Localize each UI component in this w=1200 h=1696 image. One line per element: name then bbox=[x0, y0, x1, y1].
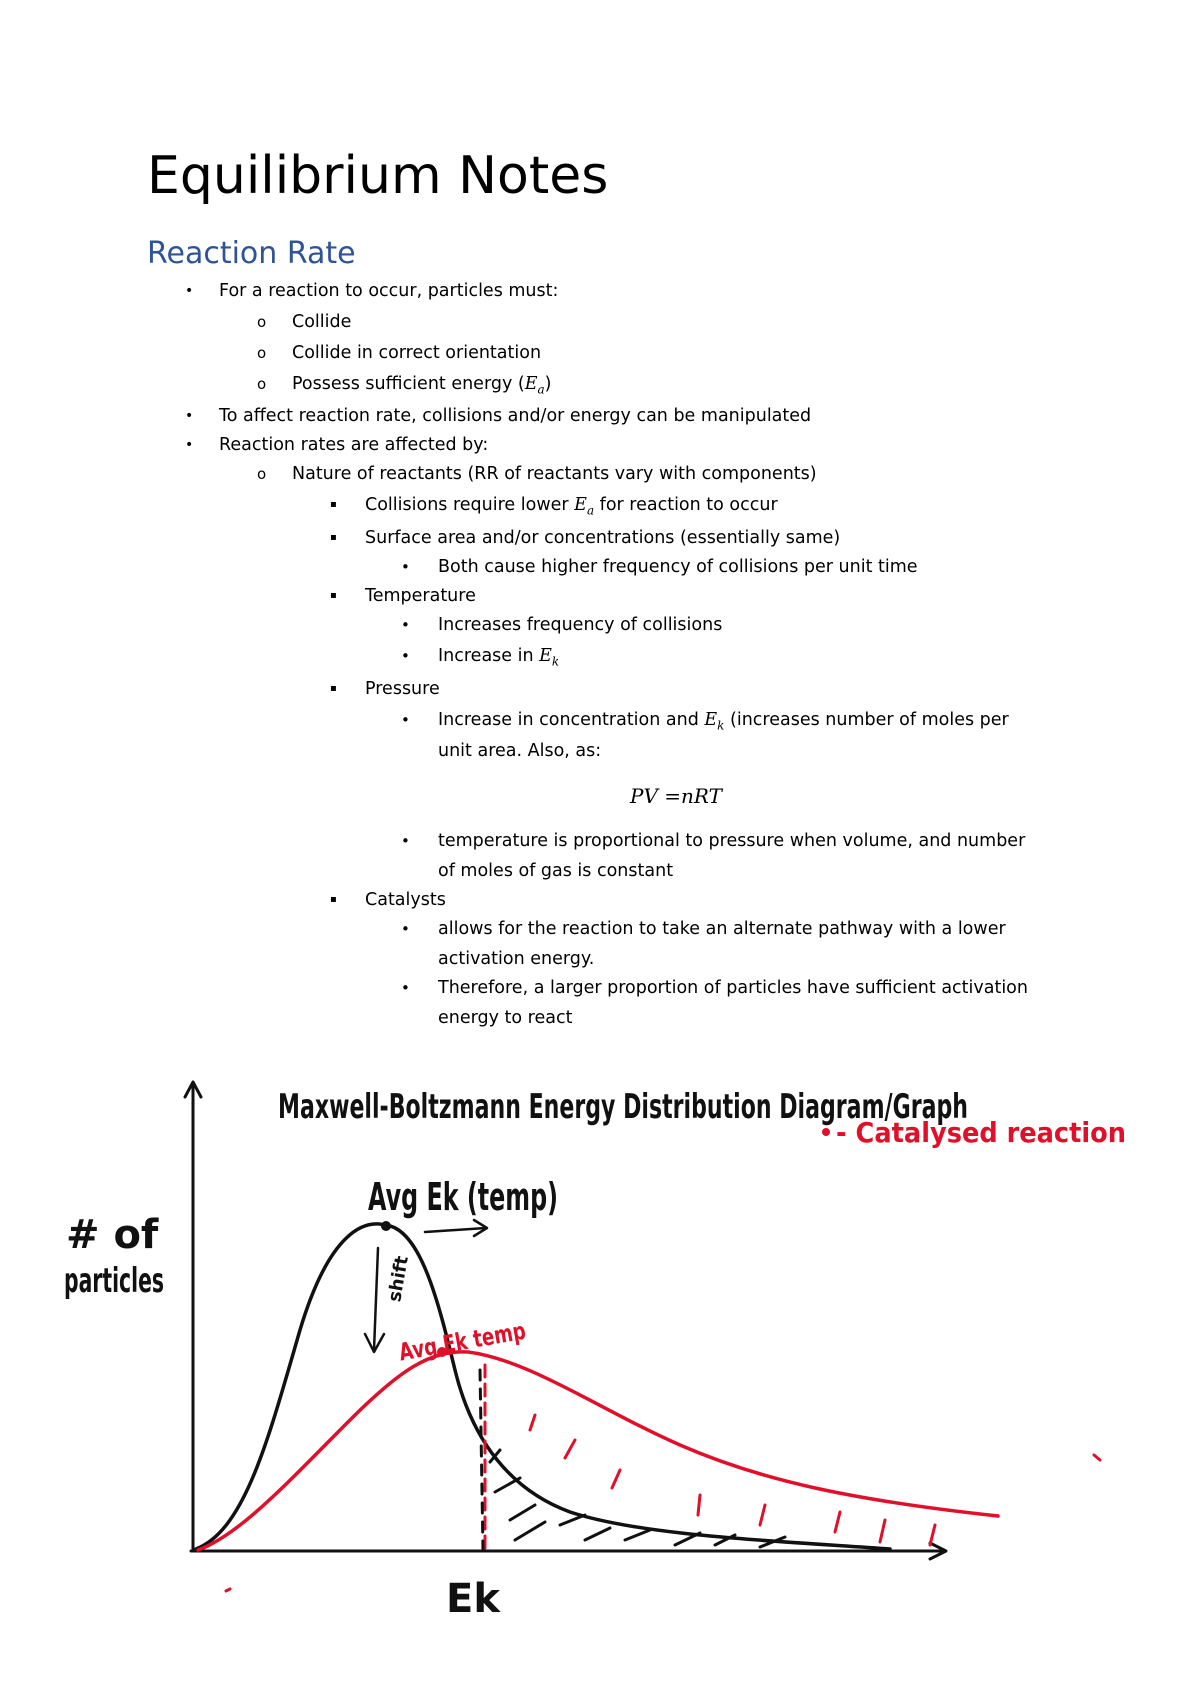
list-item: Possess sufficient energy $(E_a)$ bbox=[292, 374, 552, 397]
black-distribution-curve bbox=[196, 1224, 890, 1549]
bullet-level2: o bbox=[257, 313, 267, 331]
y-axis-label-line2: particles bbox=[64, 1261, 164, 1301]
bullet-level1: • bbox=[185, 408, 194, 424]
bullet-level3: ▪ bbox=[330, 590, 337, 601]
list-item: Reaction rates are affected by: bbox=[219, 435, 489, 455]
list-item: temperature is proportional to pressure when volume, and number bbox=[438, 831, 1026, 851]
red-hatch-marks bbox=[530, 1415, 935, 1545]
bullet-level4: • bbox=[401, 711, 410, 729]
list-item-continuation: energy to react bbox=[438, 1008, 573, 1028]
sketch-title: Maxwell-Boltzmann Energy Distribution Diagram/Graph bbox=[278, 1087, 968, 1127]
black-dashed-line bbox=[480, 1370, 483, 1551]
list-item: Increase in $E_k$ bbox=[438, 646, 560, 669]
bullet-level3: ▪ bbox=[330, 499, 337, 510]
list-item: allows for the reaction to take an alternate pathway with a lower bbox=[438, 919, 1006, 939]
equation: PV =nRT bbox=[630, 784, 722, 808]
bullet-level3: ▪ bbox=[330, 683, 337, 694]
bullet-level2: o bbox=[257, 375, 267, 393]
y-axis-label-line1: # of bbox=[66, 1212, 159, 1258]
right-arrow bbox=[425, 1228, 486, 1232]
list-item: Collisions require lower $E_a$ for reaction to occur bbox=[365, 495, 778, 518]
stray-mark bbox=[1094, 1455, 1100, 1460]
bullet-level4: • bbox=[401, 616, 410, 634]
list-item: For a reaction to occur, particles must: bbox=[219, 281, 559, 301]
list-item: Collide bbox=[292, 312, 352, 332]
bullet-level3: ▪ bbox=[330, 894, 337, 905]
list-item: Catalysts bbox=[365, 890, 446, 910]
bullet-level2: o bbox=[257, 465, 267, 483]
list-item: Increase in concentration and $E_k$ (increases number of moles per bbox=[438, 710, 1009, 733]
list-item: Temperature bbox=[365, 586, 476, 606]
list-item: Therefore, a larger proportion of particles have sufficient activation bbox=[438, 978, 1028, 998]
stray-mark bbox=[226, 1589, 230, 1591]
list-item: Increases frequency of collisions bbox=[438, 615, 723, 635]
bullet-level1: • bbox=[185, 283, 194, 299]
bullet-level4: • bbox=[401, 832, 410, 850]
list-item: Both cause higher frequency of collisions per unit time bbox=[438, 557, 918, 577]
bullet-level4: • bbox=[401, 979, 410, 997]
bullet-level4: • bbox=[401, 920, 410, 938]
black-hatch-marks bbox=[490, 1450, 785, 1547]
section-heading: Reaction Rate bbox=[147, 236, 356, 271]
x-axis-marker-label: Ek bbox=[446, 1576, 500, 1622]
bullet-level4: • bbox=[401, 558, 410, 576]
list-item: Pressure bbox=[365, 679, 440, 699]
page-title: Equilibrium Notes bbox=[147, 146, 609, 206]
bullet-level1: • bbox=[185, 437, 194, 453]
list-item: Collide in correct orientation bbox=[292, 343, 542, 363]
list-item: To affect reaction rate, collisions and/or energy can be manipulated bbox=[219, 406, 812, 426]
bullet-level3: ▪ bbox=[330, 532, 337, 543]
list-item-continuation: activation energy. bbox=[438, 949, 595, 969]
list-item-continuation: of moles of gas is constant bbox=[438, 861, 674, 881]
legend-dot bbox=[822, 1128, 830, 1136]
down-arrow bbox=[374, 1248, 378, 1350]
peak-label: Avg Ek (temp) bbox=[368, 1175, 558, 1219]
shift-label: shift bbox=[384, 1254, 413, 1304]
red-peak-label: Avg Ek temp bbox=[396, 1309, 569, 1367]
bullet-level2: o bbox=[257, 344, 267, 362]
list-item: Surface area and/or concentrations (essentially same) bbox=[365, 528, 841, 548]
list-item: Nature of reactants (RR of reactants vary with components) bbox=[292, 464, 817, 484]
list-item-continuation: unit area. Also, as: bbox=[438, 741, 602, 761]
sketch-legend: - Catalysed reaction bbox=[836, 1116, 1126, 1149]
black-peak-dot bbox=[381, 1221, 391, 1231]
bullet-level4: • bbox=[401, 647, 410, 665]
